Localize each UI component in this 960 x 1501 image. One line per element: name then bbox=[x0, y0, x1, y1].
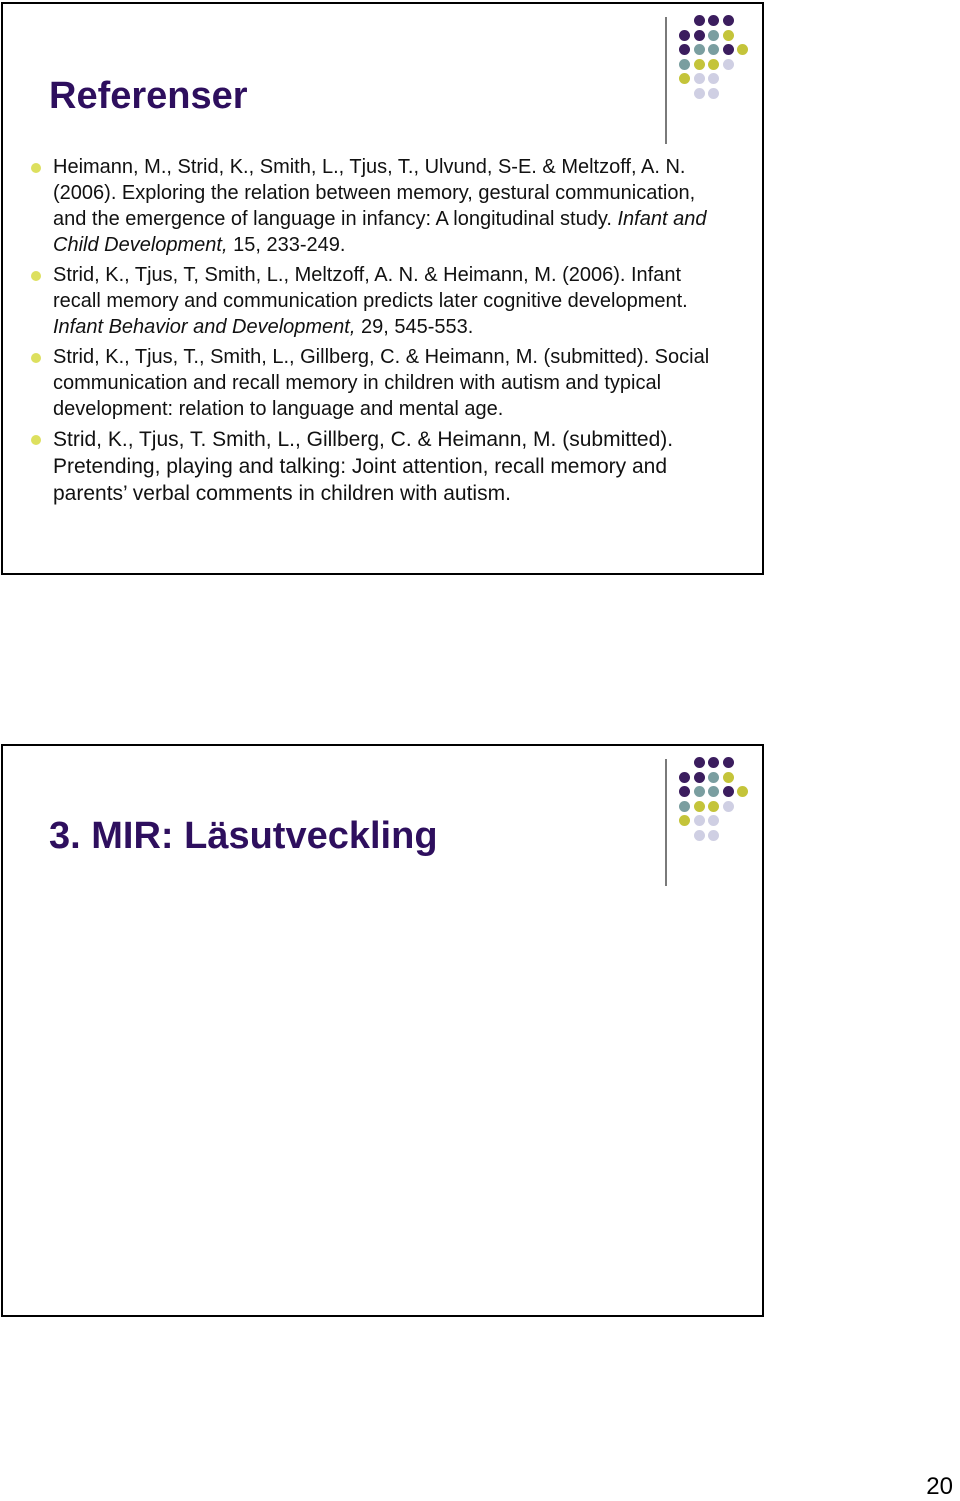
decorative-dot-icon bbox=[723, 15, 734, 26]
decorative-dot-icon bbox=[694, 772, 705, 783]
decorative-dot-icon bbox=[694, 59, 705, 70]
reference-item: Strid, K., Tjus, T, Smith, L., Meltzoff, A. N. & Heimann, M. (2006). Infant recall memory and communication predicts later cognitive development. Infant Behavior and Development, 29, 545-553. bbox=[31, 262, 721, 340]
reference-item: Heimann, M., Strid, K., Smith, L., Tjus, T., Ulvund, S-E. & Meltzoff, A. N. (2006). Exploring the relation between memory, gestural communication, and the emergence of language in infancy: A longitudinal study. Infant and Child Development, 15, 233-249. bbox=[31, 154, 721, 258]
decorative-dot-icon bbox=[694, 73, 705, 84]
slide-references bbox=[1, 2, 764, 575]
page-number: 20 bbox=[926, 1473, 953, 1500]
slide-section-title bbox=[1, 744, 764, 1317]
decorative-dot-icon bbox=[708, 73, 719, 84]
decorative-dot-icon bbox=[708, 59, 719, 70]
decorative-dot-icon bbox=[708, 772, 719, 783]
decorative-dot-icon bbox=[679, 772, 690, 783]
decorative-dot-icon bbox=[708, 801, 719, 812]
decorative-dot-icon bbox=[708, 757, 719, 768]
decorative-dot-icon bbox=[723, 59, 734, 70]
bullet-icon bbox=[31, 435, 41, 445]
decorative-dot-icon bbox=[708, 44, 719, 55]
decorative-dot-icon bbox=[694, 830, 705, 841]
decorative-divider-line bbox=[665, 17, 667, 144]
decorative-dot-icon bbox=[708, 88, 719, 99]
decorative-dot-icon bbox=[694, 757, 705, 768]
reference-item: Strid, K., Tjus, T., Smith, L., Gillberg, C. & Heimann, M. (submitted). Social communication and recall memory in children with autism and typical development: relation to language and mental age. bbox=[31, 344, 721, 422]
decorative-dot-icon bbox=[679, 786, 690, 797]
decorative-dot-icon bbox=[723, 30, 734, 41]
decorative-dot-icon bbox=[694, 801, 705, 812]
decorative-dot-icon bbox=[737, 786, 748, 797]
decorative-dot-icon bbox=[723, 801, 734, 812]
decorative-dot-icon bbox=[708, 815, 719, 826]
decorative-dot-icon bbox=[708, 30, 719, 41]
decorative-dot-icon bbox=[679, 59, 690, 70]
bullet-icon bbox=[31, 353, 41, 363]
decorative-dot-icon bbox=[694, 15, 705, 26]
slide-title: Referenser bbox=[49, 75, 248, 117]
decorative-dot-icon bbox=[708, 830, 719, 841]
decorative-dot-icon bbox=[694, 786, 705, 797]
decorative-dot-icon bbox=[679, 73, 690, 84]
reference-item: Strid, K., Tjus, T. Smith, L., Gillberg, C. & Heimann, M. (submitted). Pretending, playing and talking: Joint attention, recall memory and parents’ verbal comments in children with autism. bbox=[31, 426, 721, 507]
decorative-dot-icon bbox=[723, 786, 734, 797]
decorative-dot-icon bbox=[708, 15, 719, 26]
decorative-dot-icon bbox=[679, 30, 690, 41]
decorative-dot-grid bbox=[679, 757, 769, 867]
decorative-dot-icon bbox=[708, 786, 719, 797]
decorative-dot-icon bbox=[723, 772, 734, 783]
decorative-dot-icon bbox=[679, 801, 690, 812]
bullet-icon bbox=[31, 271, 41, 281]
decorative-dot-grid bbox=[679, 15, 769, 125]
decorative-dot-icon bbox=[694, 30, 705, 41]
decorative-dot-icon bbox=[694, 44, 705, 55]
decorative-dot-icon bbox=[679, 815, 690, 826]
decorative-dot-icon bbox=[723, 757, 734, 768]
bullet-icon bbox=[31, 163, 41, 173]
decorative-dot-icon bbox=[723, 44, 734, 55]
decorative-dot-icon bbox=[694, 815, 705, 826]
decorative-dot-icon bbox=[694, 88, 705, 99]
reference-list bbox=[31, 154, 721, 511]
decorative-divider-line bbox=[665, 759, 667, 886]
slide-title: 3. MIR: Läsutveckling bbox=[49, 815, 438, 857]
decorative-dot-icon bbox=[679, 44, 690, 55]
decorative-dot-icon bbox=[737, 44, 748, 55]
